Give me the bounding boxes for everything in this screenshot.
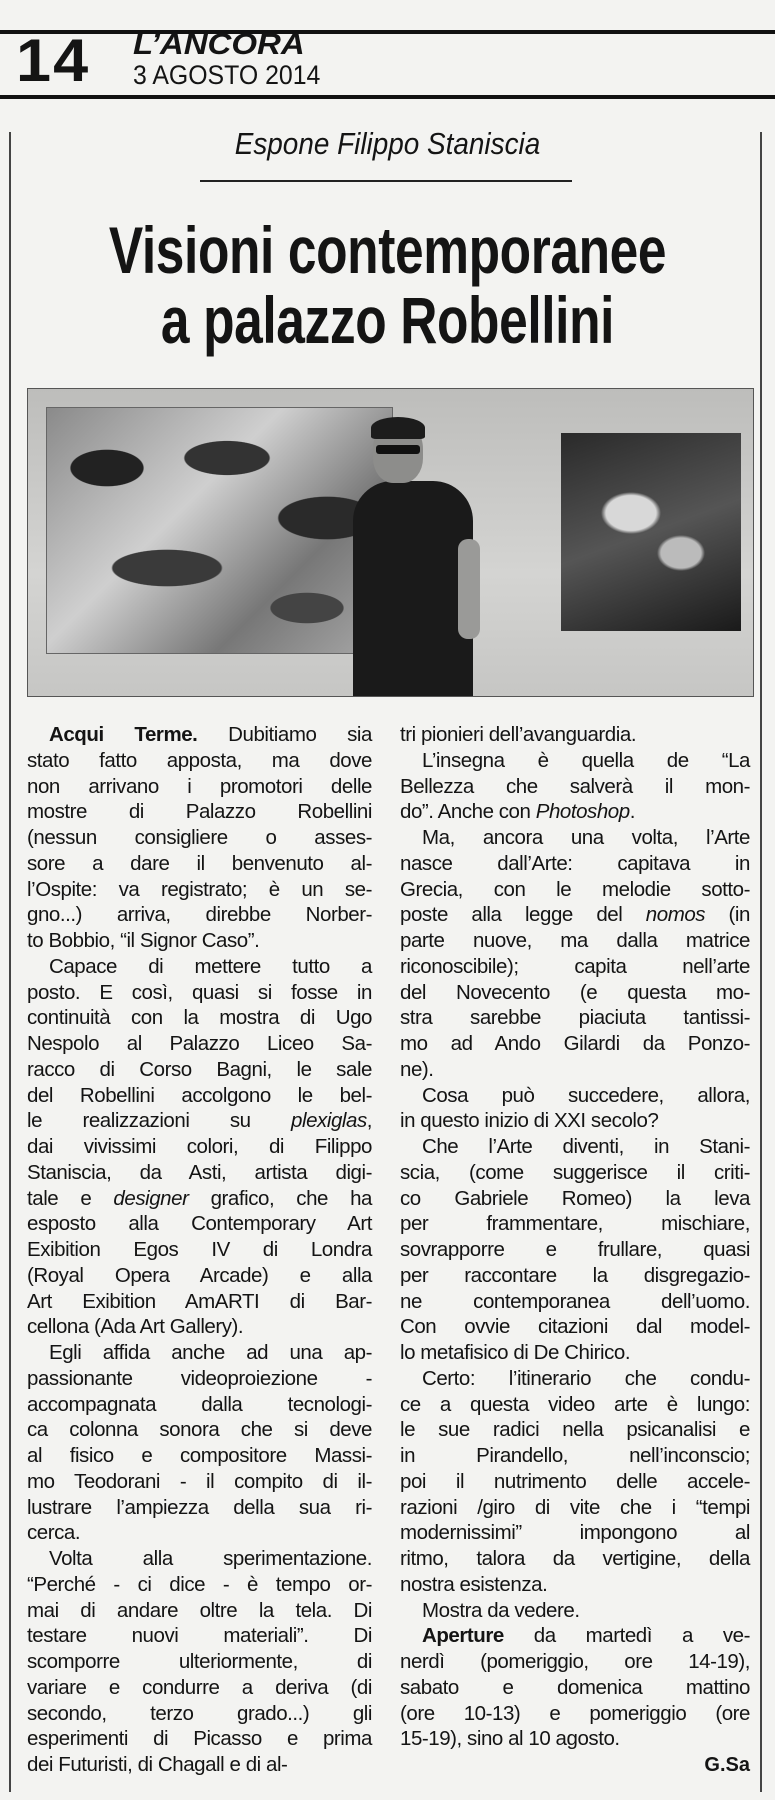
text-line: [400, 1392, 750, 1418]
text-line: [400, 1031, 750, 1057]
text-line: [400, 748, 750, 774]
text-line: [400, 902, 750, 928]
text-segment: grafico, che ha: [188, 1186, 373, 1210]
article-kicker: Espone Filippo Staniscia: [234, 126, 541, 161]
text-line: [400, 1520, 750, 1546]
text-line: [27, 1443, 372, 1469]
text-line: [400, 877, 750, 903]
text-line: [27, 1031, 372, 1057]
text-segment: Art Exibition AmARTI di Bar-: [27, 1289, 372, 1313]
article-border-left: [9, 132, 11, 1792]
text-segment: to Bobbio, “il Signor Caso”.: [27, 929, 260, 952]
text-segment: accompagnata dalla tecnologi-: [27, 1392, 372, 1416]
artist-figure: [353, 481, 473, 696]
text-line: [27, 1134, 372, 1160]
text-segment: le realizzazioni su: [27, 1109, 292, 1133]
text-segment: ritmo, talora da vertigine, della: [400, 1547, 750, 1570]
article-border-right: [760, 132, 762, 1792]
text-line: [27, 1701, 372, 1727]
text-segment: in questo inizio di XXI secolo?: [400, 1109, 659, 1133]
text-segment: Capace di mettere tutto a: [49, 954, 372, 978]
text-line: [27, 851, 372, 877]
text-segment: per frammentare, mischiare,: [400, 1212, 750, 1236]
text-segment: ce a questa video arte è lungo:: [400, 1392, 750, 1416]
text-line: [400, 1623, 750, 1649]
text-line: [400, 1160, 750, 1186]
text-line: [400, 980, 750, 1006]
text-line: [27, 902, 372, 928]
text-segment: da martedì a ve-: [503, 1624, 750, 1648]
text-segment: in Pirandello, nell’inconscio;: [400, 1444, 750, 1467]
text-line: [27, 1083, 372, 1109]
headline-line-1: Visioni contemporanee: [108, 213, 667, 287]
text-line: [27, 1211, 372, 1237]
italic-text: designer: [113, 1186, 189, 1210]
text-segment: cerca.: [27, 1521, 81, 1545]
text-line: [400, 1108, 750, 1134]
text-line: [27, 1263, 372, 1289]
article-photo: [27, 388, 754, 697]
text-line: [400, 1289, 750, 1315]
author-signature: G.Sa: [704, 1754, 750, 1776]
text-line: [400, 1134, 750, 1160]
text-segment: mostre di Palazzo Robellini: [27, 800, 372, 824]
text-line: [27, 1237, 372, 1263]
text-line: [400, 1726, 750, 1752]
text-segment: esposto alla Contemporary Art: [27, 1212, 372, 1236]
text-line: [27, 1675, 372, 1701]
text-segment: tale e: [27, 1186, 114, 1210]
text-line: [27, 1520, 372, 1546]
text-line: [27, 1649, 372, 1675]
text-segment: nasce dall’Arte: capitava in: [400, 851, 750, 875]
text-segment: passionante videoproiezione -: [27, 1366, 372, 1390]
text-line: [27, 1598, 372, 1624]
text-line: [400, 1469, 750, 1495]
text-segment: mo ad Ando Gilardi da Ponzo-: [400, 1032, 750, 1055]
text-segment: Volta alla sperimentazione.: [49, 1547, 372, 1570]
masthead-bottom-rule: [0, 95, 775, 99]
text-segment: scia, (come suggerisce il criti-: [400, 1160, 750, 1184]
text-line: [27, 980, 372, 1006]
text-line: [400, 1005, 750, 1031]
text-line: [400, 954, 750, 980]
text-segment: (ore 10-13) e pomeriggio (ore: [400, 1701, 750, 1725]
bold-text: Acqui Terme.: [49, 723, 198, 746]
text-segment: dei Futuristi, di Chagall e di al-: [27, 1753, 288, 1776]
text-line: [27, 954, 372, 980]
text-segment: tri pionieri dell’avanguardia.: [400, 723, 637, 746]
text-line: [27, 1495, 372, 1521]
text-segment: poste alla legge del: [400, 903, 646, 927]
text-line: [400, 1417, 750, 1443]
text-segment: al fisico e compositore Massi-: [27, 1444, 372, 1467]
text-segment: “Perché - ci dice - è tempo or-: [27, 1572, 372, 1596]
text-line: [400, 1572, 750, 1598]
newspaper-name: L’ANCORA: [133, 28, 305, 61]
text-line: [27, 1417, 372, 1443]
text-segment: Certo: l’itinerario che condu-: [422, 1366, 750, 1390]
text-line: [400, 1649, 750, 1675]
text-segment: Nespolo al Palazzo Liceo Sa-: [27, 1032, 372, 1055]
text-segment: sabato e domenica mattino: [400, 1675, 750, 1699]
text-line: [27, 799, 372, 825]
text-line: [400, 1057, 750, 1083]
text-segment: modernissimi” impongono al: [400, 1521, 750, 1545]
text-segment: posto. E così, quasi si fosse in: [27, 980, 372, 1004]
text-segment: dai vivissimi colori, di Filippo: [27, 1135, 372, 1158]
italic-text: plexiglas: [291, 1109, 367, 1133]
text-line: [400, 774, 750, 800]
text-segment: 15-19), sino al 10 agosto.: [400, 1727, 620, 1751]
text-segment: le sue radici nella psicanalisi e: [400, 1418, 750, 1442]
text-line: [27, 722, 372, 748]
text-segment: poi il nutrimento delle accele-: [400, 1469, 750, 1493]
bold-text: Aperture: [422, 1624, 504, 1648]
text-segment: non arrivano i promotori delle: [27, 774, 372, 798]
text-segment: mo Teodorani - il compito di il-: [27, 1469, 372, 1493]
text-line: [400, 722, 750, 748]
text-line: [27, 1546, 372, 1572]
artist-sunglasses: [376, 445, 420, 454]
text-segment: Egli affida anche ad una ap-: [49, 1341, 372, 1364]
text-segment: nostra esistenza.: [400, 1572, 548, 1596]
text-segment: Dubitiamo sia: [197, 723, 372, 746]
italic-text: Photoshop: [535, 800, 630, 824]
text-segment: esperimenti di Picasso e prima: [27, 1727, 372, 1751]
text-segment: Staniscia, da Asti, artista digi-: [27, 1160, 372, 1184]
text-line: [400, 799, 750, 825]
text-segment: ne contemporanea dell’uomo.: [400, 1289, 750, 1313]
text-line: [400, 1263, 750, 1289]
masthead-top-rule: [0, 30, 775, 34]
text-line: [27, 1469, 372, 1495]
text-segment: ne).: [400, 1057, 434, 1081]
text-segment: (nessun consigliere o asses-: [27, 826, 372, 849]
text-segment: continuità con la mostra di Ugo: [27, 1006, 372, 1030]
italic-text: nomos: [645, 903, 706, 927]
article-column-right: [400, 722, 750, 1752]
text-line: [27, 774, 372, 800]
text-line: [27, 877, 372, 903]
issue-date: 3 AGOSTO 2014: [133, 60, 321, 90]
text-line: [27, 1726, 372, 1752]
text-segment: gno...) arriva, direbbe Norber-: [27, 903, 372, 927]
text-line: [400, 1443, 750, 1469]
text-segment: Che l’Arte diventi, in Stani-: [422, 1135, 750, 1158]
kicker-underline: [200, 180, 572, 182]
text-line: [400, 1675, 750, 1701]
text-line: [400, 1701, 750, 1727]
article-column-left: [27, 722, 372, 1778]
text-segment: stra sarebbe piaciuta tantissi-: [400, 1006, 750, 1030]
text-line: [400, 1211, 750, 1237]
text-segment: do”. Anche con: [400, 800, 536, 824]
text-segment: Mostra da vedere.: [422, 1598, 580, 1622]
text-segment: L’insegna è quella de “La: [422, 748, 750, 772]
text-line: [27, 748, 372, 774]
text-line: [400, 825, 750, 851]
text-line: [27, 1160, 372, 1186]
text-segment: del Robellini accolgono le bel-: [27, 1083, 372, 1107]
text-segment: riconoscibile); capita nell’arte: [400, 954, 750, 978]
text-segment: Grecia, con le melodie sotto-: [400, 877, 750, 901]
text-line: [400, 1340, 750, 1366]
text-segment: .: [629, 800, 635, 824]
text-line: [400, 1495, 750, 1521]
text-line: [400, 1237, 750, 1263]
text-segment: secondo, terzo grado...) gli: [27, 1701, 372, 1725]
text-segment: sovrapporre e frullare, quasi: [400, 1238, 750, 1261]
painting-right: [561, 433, 741, 631]
text-line: [400, 1083, 750, 1109]
text-segment: lustrare l’ampiezza della sua ri-: [27, 1495, 372, 1519]
text-line: [27, 1186, 372, 1212]
text-segment: co Gabriele Romeo) la leva: [400, 1186, 750, 1210]
text-segment: Bellezza che salverà il mon-: [400, 774, 750, 798]
text-segment: parte nuove, ma dalla matrice: [400, 929, 750, 952]
text-segment: l’Ospite: va registrato; è un se-: [27, 877, 372, 901]
text-line: [27, 1572, 372, 1598]
text-line: [27, 1392, 372, 1418]
text-line: [400, 851, 750, 877]
text-segment: lo metafisico di De Chirico.: [400, 1341, 631, 1364]
text-line: [400, 1546, 750, 1572]
text-segment: Ma, ancora una volta, l’Arte: [422, 826, 750, 849]
text-line: [400, 928, 750, 954]
text-segment: scomporre ulteriormente, di: [27, 1650, 372, 1673]
text-line: [400, 1598, 750, 1624]
page-number: 14: [16, 27, 91, 94]
headline-line-2: a palazzo Robellini: [160, 283, 615, 357]
text-segment: testare nuovi materiali”. Di: [27, 1624, 372, 1648]
text-line: [400, 1186, 750, 1212]
text-line: [27, 928, 372, 954]
text-line: [27, 1289, 372, 1315]
text-line: [27, 1314, 372, 1340]
text-segment: cellona (Ada Art Gallery).: [27, 1315, 244, 1339]
text-line: [27, 825, 372, 851]
artist-hair: [371, 417, 425, 439]
text-segment: Cosa può succedere, allora,: [422, 1083, 750, 1107]
artist-arm: [458, 539, 480, 639]
text-segment: ,: [366, 1109, 372, 1133]
text-segment: racco di Corso Bagni, le sale: [27, 1057, 372, 1081]
text-segment: sore a dare il benvenuto al-: [27, 851, 372, 875]
text-line: [27, 1108, 372, 1134]
text-line: [400, 1366, 750, 1392]
abstract-painting-left: [46, 407, 393, 654]
text-segment: variare e condurre a deriva (di: [27, 1675, 372, 1699]
text-segment: Con ovvie citazioni dal model-: [400, 1315, 750, 1339]
text-segment: mai di andare oltre la tela. Di: [27, 1598, 372, 1622]
text-segment: per raccontare la disgregazio-: [400, 1263, 750, 1287]
text-segment: ca colonna sonora che si deve: [27, 1418, 372, 1442]
text-segment: del Novecento (e questa mo-: [400, 980, 750, 1004]
text-line: [400, 1314, 750, 1340]
text-line: [27, 1057, 372, 1083]
text-segment: nerdì (pomeriggio, ore 14-19),: [400, 1650, 750, 1673]
text-line: [27, 1623, 372, 1649]
text-segment: Exibition Egos IV di Londra: [27, 1238, 372, 1261]
text-line: [27, 1005, 372, 1031]
text-segment: (in: [705, 903, 750, 927]
text-line: [27, 1752, 372, 1778]
text-line: [27, 1366, 372, 1392]
text-segment: (Royal Opera Arcade) e alla: [27, 1263, 372, 1287]
text-line: [27, 1340, 372, 1366]
text-segment: stato fatto apposta, ma dove: [27, 748, 372, 772]
text-segment: razioni /giro di vite che i “tempi: [400, 1495, 750, 1519]
